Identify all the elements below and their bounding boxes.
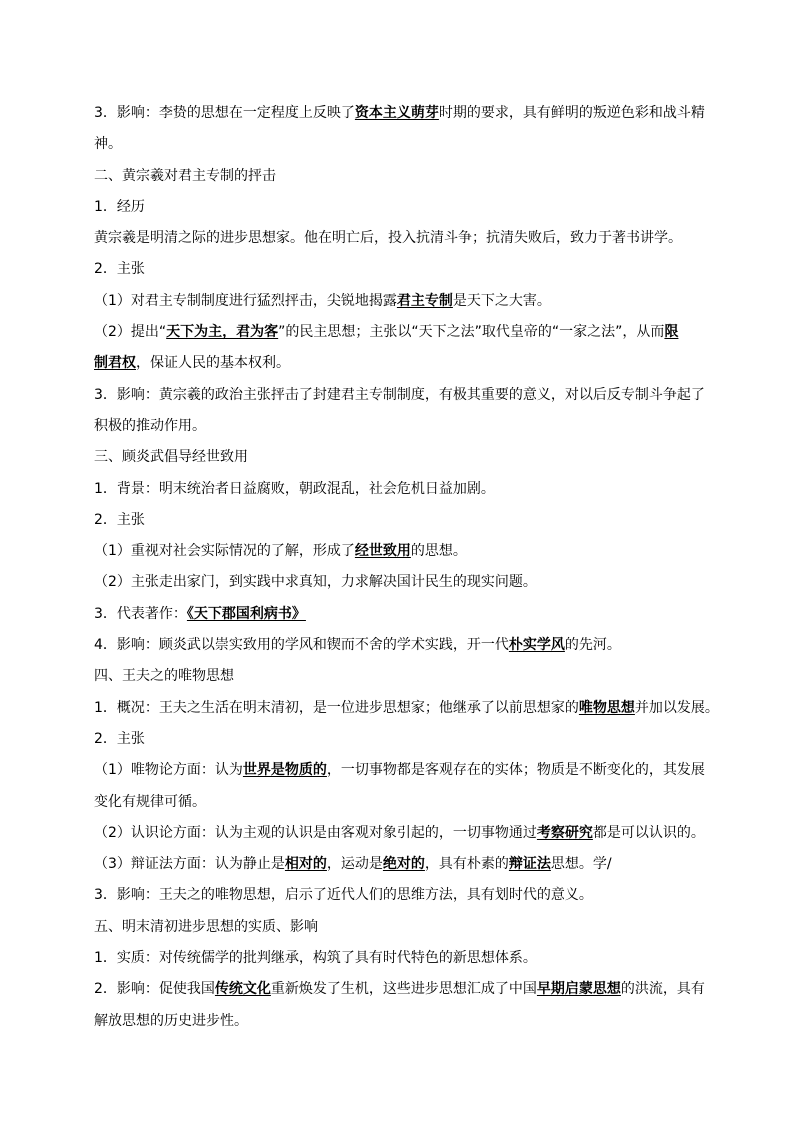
text-segment: 五、明末清初进步思想的实质、影响 [94, 918, 318, 935]
text-line [94, 286, 714, 317]
text-segment: 1．背景：明末统治者日益腐败，朝政混乱，社会危机日益加剧。 [94, 480, 495, 497]
text-line [94, 505, 714, 536]
keyword-emphasis: 辩证法 [508, 856, 551, 873]
keyword-emphasis: 资本主义萌芽 [354, 105, 439, 121]
keyword-emphasis: 经世致用 [354, 543, 411, 560]
text-line [94, 693, 719, 724]
text-segment: ，具有朴素的 [424, 856, 509, 873]
keyword-emphasis: 世界是物质的 [242, 762, 327, 779]
text-segment: 二、黄宗羲对君主专制的抨击 [94, 167, 276, 184]
text-line [94, 849, 714, 880]
keyword-emphasis: 天下为主，君为客 [166, 324, 279, 341]
text-segment: 时期的要求，具有鲜明的叛逆色彩和战斗精 [438, 105, 705, 121]
text-segment: 重新焕发了生机，这些进步思想汇成了中国 [270, 981, 537, 998]
text-line [94, 536, 714, 567]
text-line [94, 474, 714, 505]
text-segment: 3．代表著作： [94, 605, 187, 622]
text-line [94, 755, 714, 786]
text-segment: ，保证人民的基本权利。 [136, 355, 290, 372]
text-line [94, 724, 714, 755]
text-segment: 的先河。 [564, 637, 621, 654]
text-segment: 是天下之大害。 [452, 292, 551, 309]
text-line [94, 1006, 714, 1037]
text-segment: 并加以发展。 [634, 699, 719, 716]
text-line [94, 317, 714, 348]
text-segment: 神。 [94, 136, 122, 153]
text-line [94, 380, 714, 411]
text-segment: ，运动是 [326, 856, 383, 873]
text-line [94, 442, 714, 473]
text-segment: 思想。学/ [550, 856, 612, 873]
text-segment: （1）对君主专制制度进行猛烈抨击，尖锐地揭露 [94, 292, 397, 309]
text-segment: ，一切事物都是客观存在的实体；物质是不断变化的，其发展 [326, 762, 705, 779]
text-segment: 都是可以认识的。 [592, 824, 705, 841]
text-segment: ”的民主思想；主张以“天下之法”取代皇帝的“一家之法”，从而 [278, 324, 665, 341]
text-segment: 的思想。 [410, 543, 467, 560]
text-segment: 3．影响：黄宗羲的政治主张抨击了封建君主专制制度，有极其重要的意义，对以后反专制斗争起了 [94, 386, 705, 403]
text-segment: （2）提出“ [94, 324, 167, 341]
text-line [94, 818, 714, 849]
text-segment: 1．实质：对传统儒学的批判继承，构筑了具有时代特色的新思想体系。 [94, 950, 537, 967]
keyword-emphasis: 朴实学风 [508, 637, 565, 654]
keyword-emphasis: 限 [664, 324, 679, 341]
text-line [94, 98, 714, 129]
text-segment: 2．主张 [94, 511, 145, 528]
text-line [94, 348, 714, 379]
keyword-emphasis: 传统文化 [214, 981, 271, 998]
text-line [94, 912, 714, 943]
text-segment: 2．主张 [94, 261, 145, 278]
text-segment: （2）主张走出家门，到实践中求真知，力求解决国计民生的现实问题。 [94, 574, 537, 591]
text-line [94, 630, 714, 661]
text-line [94, 974, 714, 1005]
keyword-emphasis: 绝对的 [382, 856, 425, 873]
text-segment: 四、王夫之的唯物思想 [94, 668, 234, 685]
text-line [94, 411, 714, 442]
text-line [94, 661, 714, 692]
text-segment: 解放思想的历史进步性。 [94, 1012, 248, 1029]
text-line [94, 787, 714, 818]
text-segment: 三、顾炎武倡导经世致用 [94, 449, 248, 466]
text-line [94, 192, 714, 223]
text-segment: （1）重视对社会实际情况的了解，形成了 [94, 543, 355, 560]
text-segment: 2．主张 [94, 730, 145, 747]
text-line [94, 880, 714, 911]
keyword-emphasis: 制君权 [94, 355, 136, 372]
keyword-emphasis: 唯物思想 [578, 699, 635, 716]
text-line [94, 129, 714, 160]
text-segment: （1）唯物论方面：认为 [94, 762, 243, 779]
text-segment: 积极的推动作用。 [94, 417, 206, 434]
document-body [94, 98, 719, 1037]
text-segment: 3．影响：李贽的思想在一定程度上反映了 [94, 105, 355, 121]
keyword-emphasis: 相对的 [284, 856, 327, 873]
text-segment: （3）辩证法方面：认为静止是 [94, 856, 285, 873]
text-line [94, 161, 714, 192]
keyword-emphasis: 《天下郡国利病书》 [186, 605, 306, 622]
text-segment: 2．影响：促使我国 [94, 981, 215, 998]
text-segment: 的洪流，具有 [620, 981, 705, 998]
text-segment: 1．概况：王夫之生活在明末清初，是一位进步思想家；他继承了以前思想家的 [94, 699, 579, 716]
text-segment: 1．经历 [94, 198, 145, 215]
text-segment: 变化有规律可循。 [94, 793, 206, 810]
keyword-emphasis: 考察研究 [536, 824, 593, 841]
text-line [94, 567, 714, 598]
keyword-emphasis: 早期启蒙思想 [536, 981, 621, 998]
text-line [94, 943, 714, 974]
text-segment: 3．影响：王夫之的唯物思想，启示了近代人们的思维方法，具有划时代的意义。 [94, 887, 593, 904]
text-line [94, 254, 714, 285]
text-line [94, 599, 714, 630]
text-line [94, 223, 714, 254]
text-segment: 黄宗羲是明清之际的进步思想家。他在明亡后，投入抗清斗争；抗清失败后，致力于著书讲学。 [94, 230, 682, 247]
text-segment: （2）认识论方面：认为主观的认识是由客观对象引起的，一切事物通过 [94, 824, 537, 841]
text-segment: 4．影响：顾炎武以崇实致用的学风和锲而不舍的学术实践，开一代 [94, 637, 509, 654]
keyword-emphasis: 君主专制 [396, 292, 453, 309]
